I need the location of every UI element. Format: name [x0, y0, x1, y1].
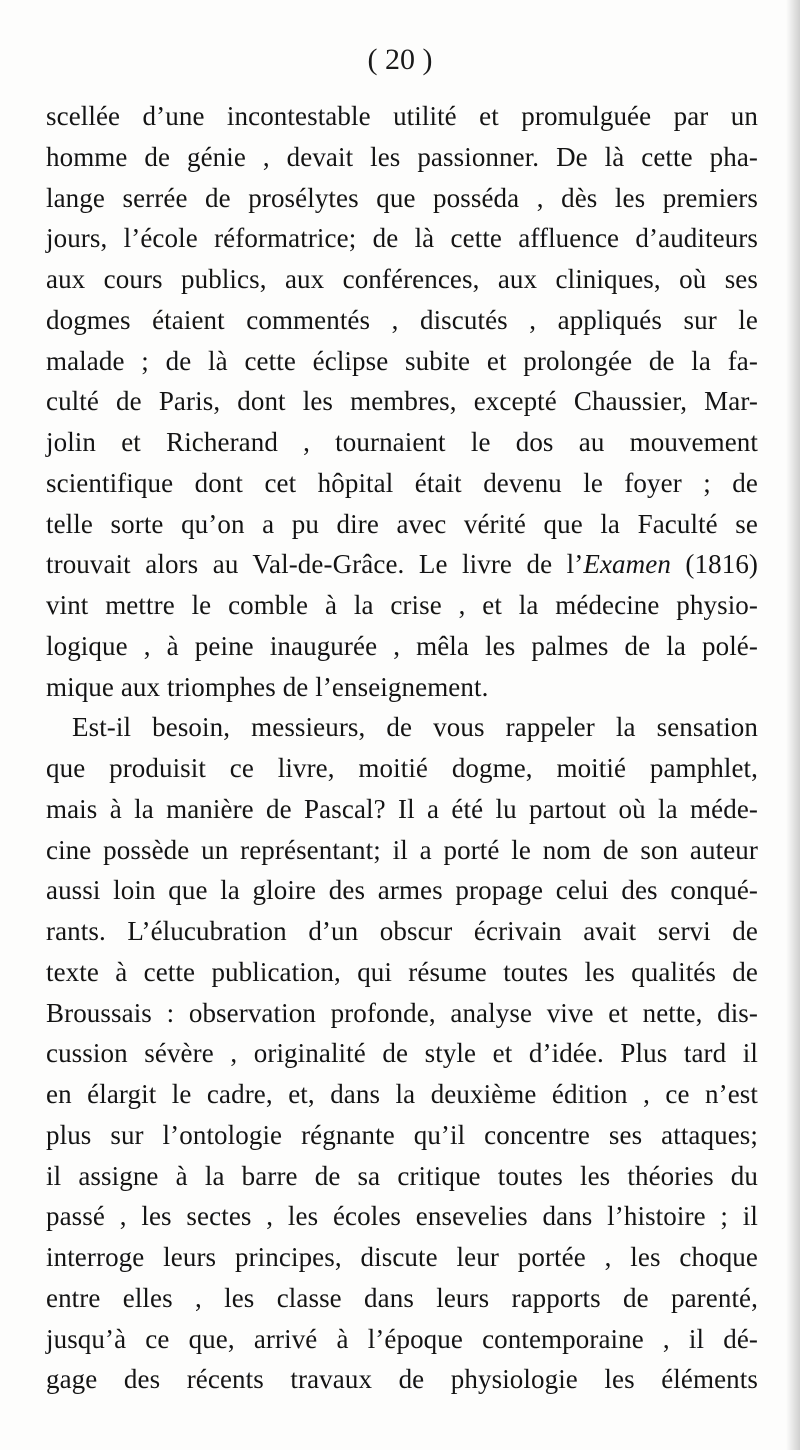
text-line: cine possède un représentant; il a porté le nom de son auteur: [46, 834, 758, 865]
text-line: jours, l’école réformatrice; de là cette affluence d’auditeurs: [46, 223, 758, 254]
text-line-with-title: [46, 544, 758, 585]
text-line: interroge leurs principes, discute leur portée , les choque: [46, 1242, 758, 1272]
text-line: scellée d’une incontestable utilité et promulguée par un: [46, 101, 758, 131]
text-line: rants. L’élucubration d’un obscur écrivain avait servi de: [46, 916, 758, 946]
text-line: aux cours publics, aux conférences, aux cliniques, où ses: [46, 264, 758, 294]
text-line: plus sur l’ontologie régnante qu’il concentre ses attaques;: [46, 1119, 758, 1150]
paragraph-start-line: Est-il besoin, messieurs, de vous rappeler la sensation: [72, 712, 758, 743]
text-line: lange serrée de prosélytes que posséda , dès les premiers: [46, 182, 758, 213]
text-line: entre elles , les classe dans leurs rapports de parenté,: [46, 1282, 758, 1313]
text-line: mais à la manière de Pascal? Il a été lu partout où la méde-: [46, 793, 758, 824]
text-line: gage des récents travaux de physiologie les éléments: [46, 1364, 758, 1395]
text-line: jusqu’à ce que, arrivé à l’époque contemporaine , il dé-: [46, 1323, 758, 1354]
text-line: homme de génie , devait les passionner. De là cette pha-: [46, 141, 758, 172]
text-line: vint mettre le comble à la crise , et la médecine physio-: [46, 590, 758, 620]
body-text: [46, 96, 758, 1400]
text-line: telle sorte qu’on a pu dire avec vérité que la Faculté se: [46, 508, 758, 539]
text-line: cussion sévère , originalité de style et d’idée. Plus tard il: [46, 1038, 758, 1069]
text-line: malade ; de là cette éclipse subite et prolongée de la fa-: [46, 345, 758, 376]
text-line: texte à cette publication, qui résume toutes les qualités de: [46, 956, 758, 987]
text-segment-year: (1816): [670, 549, 759, 580]
text-line: que produisit ce livre, moitié dogme, moitié pamphlet,: [46, 753, 758, 783]
text-line: passé , les sectes , les écoles ensevelies dans l’histoire ; il: [46, 1201, 758, 1232]
text-line: Broussais : observation profonde, analyse vive et nette, dis-: [46, 997, 758, 1028]
text-line: culté de Paris, dont les membres, excepté Chaussier, Mar-: [46, 386, 758, 417]
text-line: en élargit le cadre, et, dans la deuxième édition , ce n’est: [46, 1079, 758, 1109]
text-segment: trouvait alors au Val-de-Grâce. Le livre de l’: [46, 549, 584, 580]
page-edge-shadow: [786, 0, 800, 1450]
text-line: aussi loin que la gloire des armes propage celui des conqué-: [46, 875, 758, 906]
text-line: logique , à peine inaugurée , mêla les palmes de la polé-: [46, 630, 758, 661]
text-line: dogmes étaient commentés , discutés , appliqués sur le: [46, 304, 758, 335]
paragraph-end-line: mique aux triomphes de l’enseignement.: [46, 671, 489, 702]
text-line: il assigne à la barre de sa critique toutes les théories du: [46, 1160, 758, 1191]
text-line: scientifique dont cet hôpital était devenu le foyer ; de: [46, 467, 758, 498]
book-title-examen: Examen: [583, 549, 671, 580]
text-line: jolin et Richerand , tournaient le dos au mouvement: [46, 427, 758, 457]
page-number: ( 20 ): [367, 43, 433, 76]
